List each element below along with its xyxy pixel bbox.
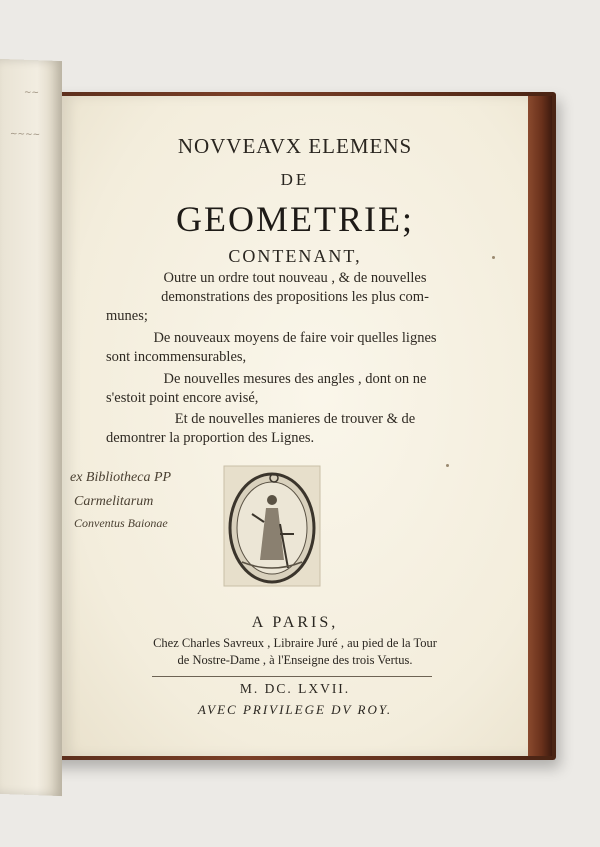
body-line: Et de nouvelles manieres de trouver & de [174, 411, 416, 427]
emblem-vignette-icon [222, 464, 322, 588]
body-line: s'estoit point encore avisé, [106, 390, 259, 406]
foxing-spot [492, 256, 495, 259]
body-line: munes; [106, 308, 148, 324]
privilege-line: AVEC PRIVILEGE DV ROY. [197, 702, 393, 717]
body-line: Outre un ordre tout nouveau , & de nouvelles [163, 270, 427, 286]
flyleaf-mark: ~~ [24, 87, 40, 99]
imprint-year: M. DC. LXVII. [239, 681, 351, 696]
body-line: De nouveaux moyens de faire voir quelles lignes [153, 330, 437, 346]
imprint-address-line: de Nostre-Dame , à l'Enseigne des trois Vertus. [177, 653, 413, 667]
foxing-spot [446, 464, 449, 467]
provenance-inscription-3: Conventus Baionae [74, 516, 168, 530]
body-line: demontrer la proportion des Lignes. [106, 430, 315, 446]
body-line: demonstrations des propositions les plus com- [161, 289, 429, 305]
title-page [62, 96, 528, 756]
title-main: GEOMETRIE; [176, 199, 414, 239]
provenance-inscription-1: ex Bibliotheca PP [70, 470, 172, 485]
title-line-4: CONTENANT, [228, 246, 362, 266]
body-line: sont incommensurables, [106, 349, 247, 365]
left-flyleaf [0, 59, 62, 796]
flyleaf-pencil-note: ~~~~ [10, 129, 41, 141]
book-board-edge [528, 96, 552, 756]
imprint-publisher-line: Chez Charles Savreux , Libraire Juré , au pied de la Tour [153, 636, 437, 650]
body-line: De nouvelles mesures des angles , dont on ne [163, 371, 427, 387]
title-line-2: DE [280, 170, 310, 189]
title-line-1: NOVVEAVX ELEMENS [177, 134, 413, 158]
imprint-place: A PARIS, [251, 614, 339, 631]
imprint-rule [152, 676, 432, 677]
provenance-inscription-2: Carmelitarum [74, 494, 154, 509]
